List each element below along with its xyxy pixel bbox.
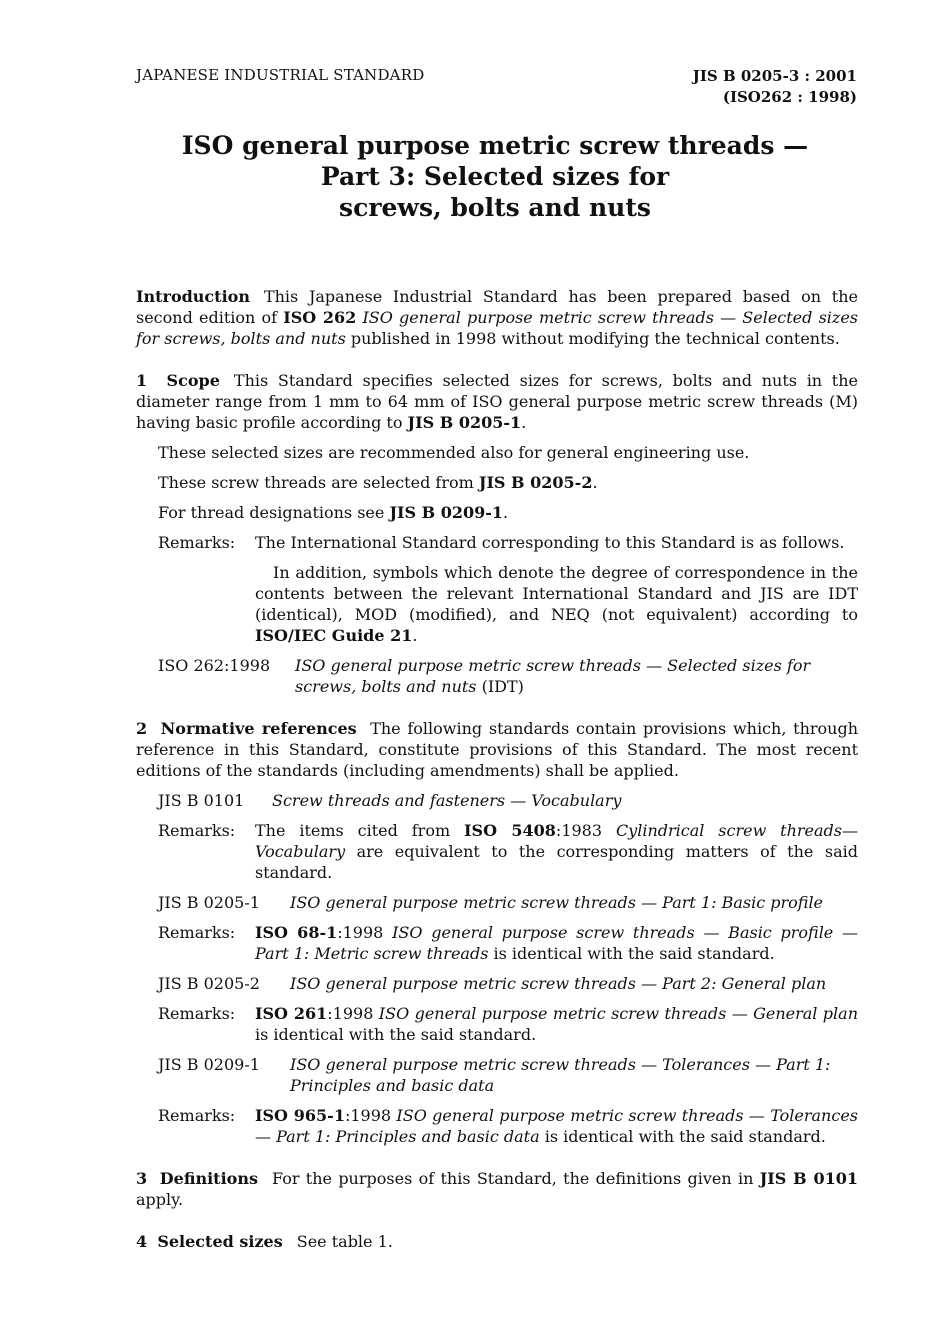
introduction-heading: Introduction <box>136 287 250 306</box>
title-line-3: screws, bolts and nuts <box>339 193 651 222</box>
standard-category: JAPANESE INDUSTRIAL STANDARD <box>136 66 425 84</box>
jis-number: JIS B 0205-3 : 2001 <box>692 67 857 85</box>
remarks-jis-b-0205-1: Remarks: ISO 68-1:1998 ISO general purpose screw threads — Basic profile — Part 1: Metric screw threads is identical with the said standard. <box>158 923 858 963</box>
iso-262-ref: ISO 262 <box>283 308 357 327</box>
document-body <box>136 286 858 1252</box>
iso-number: (ISO262 : 1998) <box>722 88 857 106</box>
scope-heading: Scope <box>166 371 220 390</box>
remarks-jis-b-0101: Remarks: The items cited from ISO 5408:1983 Cylindrical screw threads—Vocabulary are equivalent to the corresponding matters of the said standard. <box>158 821 859 882</box>
definitions-heading: Definitions <box>159 1169 258 1188</box>
selected-sizes-heading: Selected sizes <box>157 1232 283 1251</box>
normative-references-paragraph: 2 Normative references The following standards contain provisions which, through reference in this Standard, constitute provisions of this Standard. The most recent editions of the standards (including amendments) shall be applied. <box>136 719 859 780</box>
remarks-jis-b-0209-1: Remarks: ISO 965-1:1998 ISO general purpose metric screw threads — Tolerances — Part 1: Principles and basic data is identical with the said standard. <box>158 1106 859 1146</box>
scope-p4: For thread designations see JIS B 0209-1. <box>158 503 509 522</box>
introduction-paragraph: Introduction This Japanese Industrial Standard has been prepared based on the second edition of ISO 262 ISO general purpose metric screw threads — Selected sizes for screws, bolts and nuts published in 1998 without modifying the technical contents. <box>136 287 859 348</box>
normative-references-heading: Normative references <box>160 719 357 738</box>
ref-jis-b-0101: JIS B 0101 Screw threads and fasteners — Vocabulary <box>158 791 622 810</box>
scope-paragraph: 1 Scope This Standard specifies selected sizes for screws, bolts and nuts in the diameter range from 1 mm to 64 mm of ISO general purpose metric screw threads (M) having basic profile according to JIS B 0205-1. <box>136 371 859 432</box>
standard-number <box>693 66 857 108</box>
scope-remarks: Remarks: The International Standard corresponding to this Standard is as follows. In addition, symbols which denote the degree of correspondence in the contents between the relevant International Standard and JIS are IDT (identical), MOD (modified), and NEQ (not equivalent) according to ISO/IEC Guide 21. <box>158 533 858 645</box>
scope-p3: These screw threads are selected from JIS B 0205-2. <box>158 473 598 492</box>
ref-jis-b-0205-2: JIS B 0205-2 ISO general purpose metric screw threads — Part 2: General plan <box>158 974 827 993</box>
remarks-jis-b-0205-2: Remarks: ISO 261:1998 ISO general purpose metric screw threads — General plan is identical with the said standard. <box>158 1004 859 1044</box>
document-title <box>0 130 950 223</box>
ref-jis-b-0209-1: JIS B 0209-1 ISO general purpose metric screw threads — Tolerances — Part 1: Principles and basic data <box>158 1055 831 1095</box>
iso-correspondence: ISO 262:1998 ISO general purpose metric screw threads — Selected sizes for screws, bolts and nuts (IDT) <box>158 656 811 696</box>
selected-sizes-paragraph: 4 Selected sizes See table 1. <box>136 1232 393 1251</box>
scope-p2: These selected sizes are recommended also for general engineering use. <box>158 443 750 462</box>
ref-jis-b-0205-1: JIS B 0205-1 ISO general purpose metric screw threads — Part 1: Basic profile <box>158 893 824 912</box>
title-line-2: Part 3: Selected sizes for <box>320 162 670 191</box>
definitions-paragraph: 3 Definitions For the purposes of this Standard, the definitions given in JIS B 0101 apply. <box>136 1169 859 1209</box>
title-line-1: ISO general purpose metric screw threads — <box>181 131 809 160</box>
